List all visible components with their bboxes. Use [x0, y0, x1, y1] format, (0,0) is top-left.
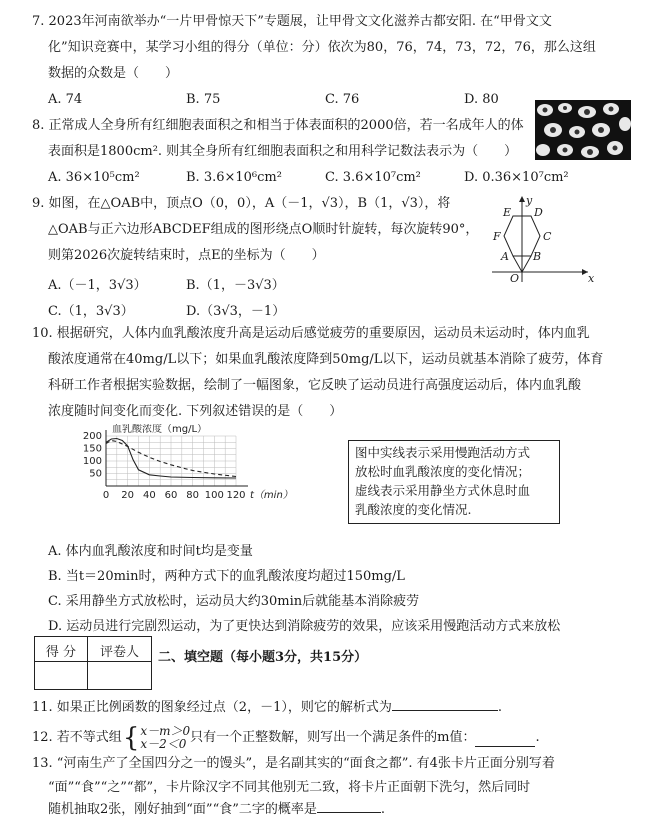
- q7-line3: 数据的众数是（ ）: [48, 66, 179, 81]
- q7-option-d: D. 80: [464, 92, 499, 107]
- q7-option-a: A. 74: [48, 92, 83, 107]
- q12-pre: 12. 若不等式组: [32, 729, 122, 745]
- q9-line3: 则第2026次旋转结束时，点E的坐标为（ ）: [48, 248, 325, 263]
- q8-option-b: B. 3.6×10⁶cm²: [186, 170, 282, 185]
- x-axis-label: t（min）: [250, 490, 293, 501]
- q10-option-a: A. 体内血乳酸浓度和时间t均是变量: [48, 544, 253, 559]
- hexagon-figure: [488, 192, 598, 284]
- note-line-4: 乳酸浓度的变化情况.: [355, 502, 472, 517]
- q8-line2: 表面积是1800cm². 则其全身所有红细胞表面积之和用科学记数法表示为（ ）: [48, 144, 518, 159]
- grader-header: 评卷人: [99, 645, 139, 660]
- q13-answer-blank[interactable]: [317, 812, 381, 813]
- q8-line1: 8. 正常成人全身所有红细胞表面积之和相当于体表面积的2000倍，若一名成年人的体: [32, 118, 524, 133]
- q10-line2: 酸浓度通常在40mg/L以下；如果血乳酸浓度降到50mg/L以下，运动员就基本消除了疲劳，体育: [48, 352, 604, 367]
- x-tick-label: 20: [121, 490, 135, 501]
- q11-answer-blank[interactable]: [392, 710, 498, 711]
- x-tick-label: 60: [164, 490, 178, 501]
- q7-line1: 7. 2023年河南欲举办“一片甲骨惊天下”专题展，让甲骨文文化滋养古都安阳. 在“甲骨文文: [32, 14, 552, 29]
- score-table: [34, 636, 152, 690]
- q12-answer-blank[interactable]: [475, 730, 535, 747]
- q10-line4: 浓度随时间变化而变化. 下列叙述错误的是（ ）: [48, 404, 343, 419]
- q8-option-d: D. 0.36×10⁷cm²: [464, 170, 569, 185]
- x-tick-label: 100: [204, 490, 224, 501]
- fig-label-o: O: [510, 272, 520, 284]
- q13-end: .: [380, 802, 385, 817]
- score-header: 得 分: [45, 645, 77, 660]
- q13-line1: 13. “河南生产了全国四分之一的馒头”，是名副其实的“面食之都”. 有4张卡片正面分别写着: [32, 756, 555, 771]
- y-tick-label: 150: [82, 443, 102, 455]
- q9-line1: 9. 如图，在△OAB中，顶点O（0，0），A（－1，√3），B（1，√3），将: [32, 196, 451, 211]
- inequality-1: x－m＞0: [140, 724, 191, 738]
- section-title: 二、填空题（每小题3分，共15分）: [158, 650, 368, 665]
- q9-option-c: C.（1，3√3）: [48, 304, 134, 319]
- note-line-1: 图中实线表示采用慢跑活动方式: [355, 445, 531, 460]
- inequality-2: x－2＜0: [140, 737, 187, 751]
- y-tick-label: 200: [82, 431, 102, 442]
- fig-label-c: C: [543, 230, 552, 243]
- x-tick-label: 0: [102, 490, 110, 501]
- brace-icon: {: [122, 723, 140, 753]
- fig-label-y: y: [526, 194, 533, 207]
- x-tick-label: 120: [226, 490, 246, 501]
- note-line-2: 放松时血乳酸浓度的变化情况；: [355, 464, 531, 479]
- q13-stem: 随机抽取2张，刚好抽到“面”“食”二字的概率是: [48, 802, 317, 817]
- fig-label-d: D: [534, 206, 543, 219]
- q9-option-a: A.（－1，3√3）: [48, 278, 147, 293]
- y-tick-label: 100: [82, 456, 102, 467]
- q8-option-c: C. 3.6×10⁷cm²: [325, 170, 421, 185]
- x-tick-label: 40: [142, 490, 156, 501]
- y-tick-label: 50: [89, 468, 102, 480]
- q7-option-c: C. 76: [325, 92, 360, 107]
- q9-line2: △OAB与正六边形ABCDEF组成的图形绕点O顺时针旋转，每次旋转90°，: [48, 222, 479, 237]
- x-tick-label: 80: [186, 490, 200, 501]
- q9-option-d: D.（3√3，－1）: [186, 304, 286, 319]
- lactate-chart: [80, 424, 320, 506]
- q12-post: 只有一个正整数解，则写出一个满足条件的m值：: [190, 729, 476, 745]
- q8-option-a: A. 36×10⁵cm²: [48, 170, 140, 185]
- fig-label-e: E: [503, 206, 512, 219]
- q10-line1: 10. 根据研究，人体内血乳酸浓度升高是运动后感觉疲劳的重要原因，运动员未运动时，体内血乳: [32, 326, 590, 341]
- q11-text: [32, 700, 502, 716]
- fig-label-a: A: [501, 250, 509, 263]
- q12-text: [32, 724, 540, 752]
- q10-option-d: D. 运动员进行完剧烈运动，为了更快达到消除疲劳的效果，应该采用慢跑活动方式来放松: [48, 619, 561, 634]
- fig-label-x: x: [588, 272, 595, 284]
- note-line-3: 虚线表示采用静坐方式休息时血: [355, 483, 531, 498]
- inequality-system: [140, 725, 190, 751]
- q10-line3: 科研工作者根据实验数据，绘制了一幅图象，它反映了运动员进行高强度运动后，体内血乳酸: [48, 378, 582, 393]
- q7-line2: 化”知识竞赛中，某学习小组的得分（单位：分）依次为80，76，74，73，72，76，那么这组: [48, 40, 596, 55]
- q11-stem: 11. 如果正比例函数的图象经过点（2，－1），则它的解析式为: [32, 700, 392, 715]
- q7-option-b: B. 75: [186, 92, 221, 107]
- q10-option-c: C. 采用静坐方式放松时，运动员大约30min后就能基本消除疲劳: [48, 594, 420, 609]
- q13-line2: “面”“食”“之”“都”，卡片除汉字不同其他别无二致，将卡片正面朝下洗匀，然后同时: [48, 780, 531, 795]
- chart-note-box: [348, 440, 560, 524]
- q12-end: .: [535, 729, 540, 745]
- red-blood-cell-photo: [535, 100, 631, 160]
- y-axis-label: 血乳酸浓度（mg/L）: [112, 424, 208, 435]
- q13-line3: [48, 802, 385, 818]
- fig-label-b: B: [533, 250, 542, 263]
- q10-option-b: B. 当t＝20min时，两种方式下的血乳酸浓度均超过150mg/L: [48, 569, 405, 584]
- q11-end: .: [497, 700, 502, 715]
- q9-option-b: B.（1，－3√3）: [186, 278, 285, 293]
- fig-label-f: F: [493, 230, 501, 243]
